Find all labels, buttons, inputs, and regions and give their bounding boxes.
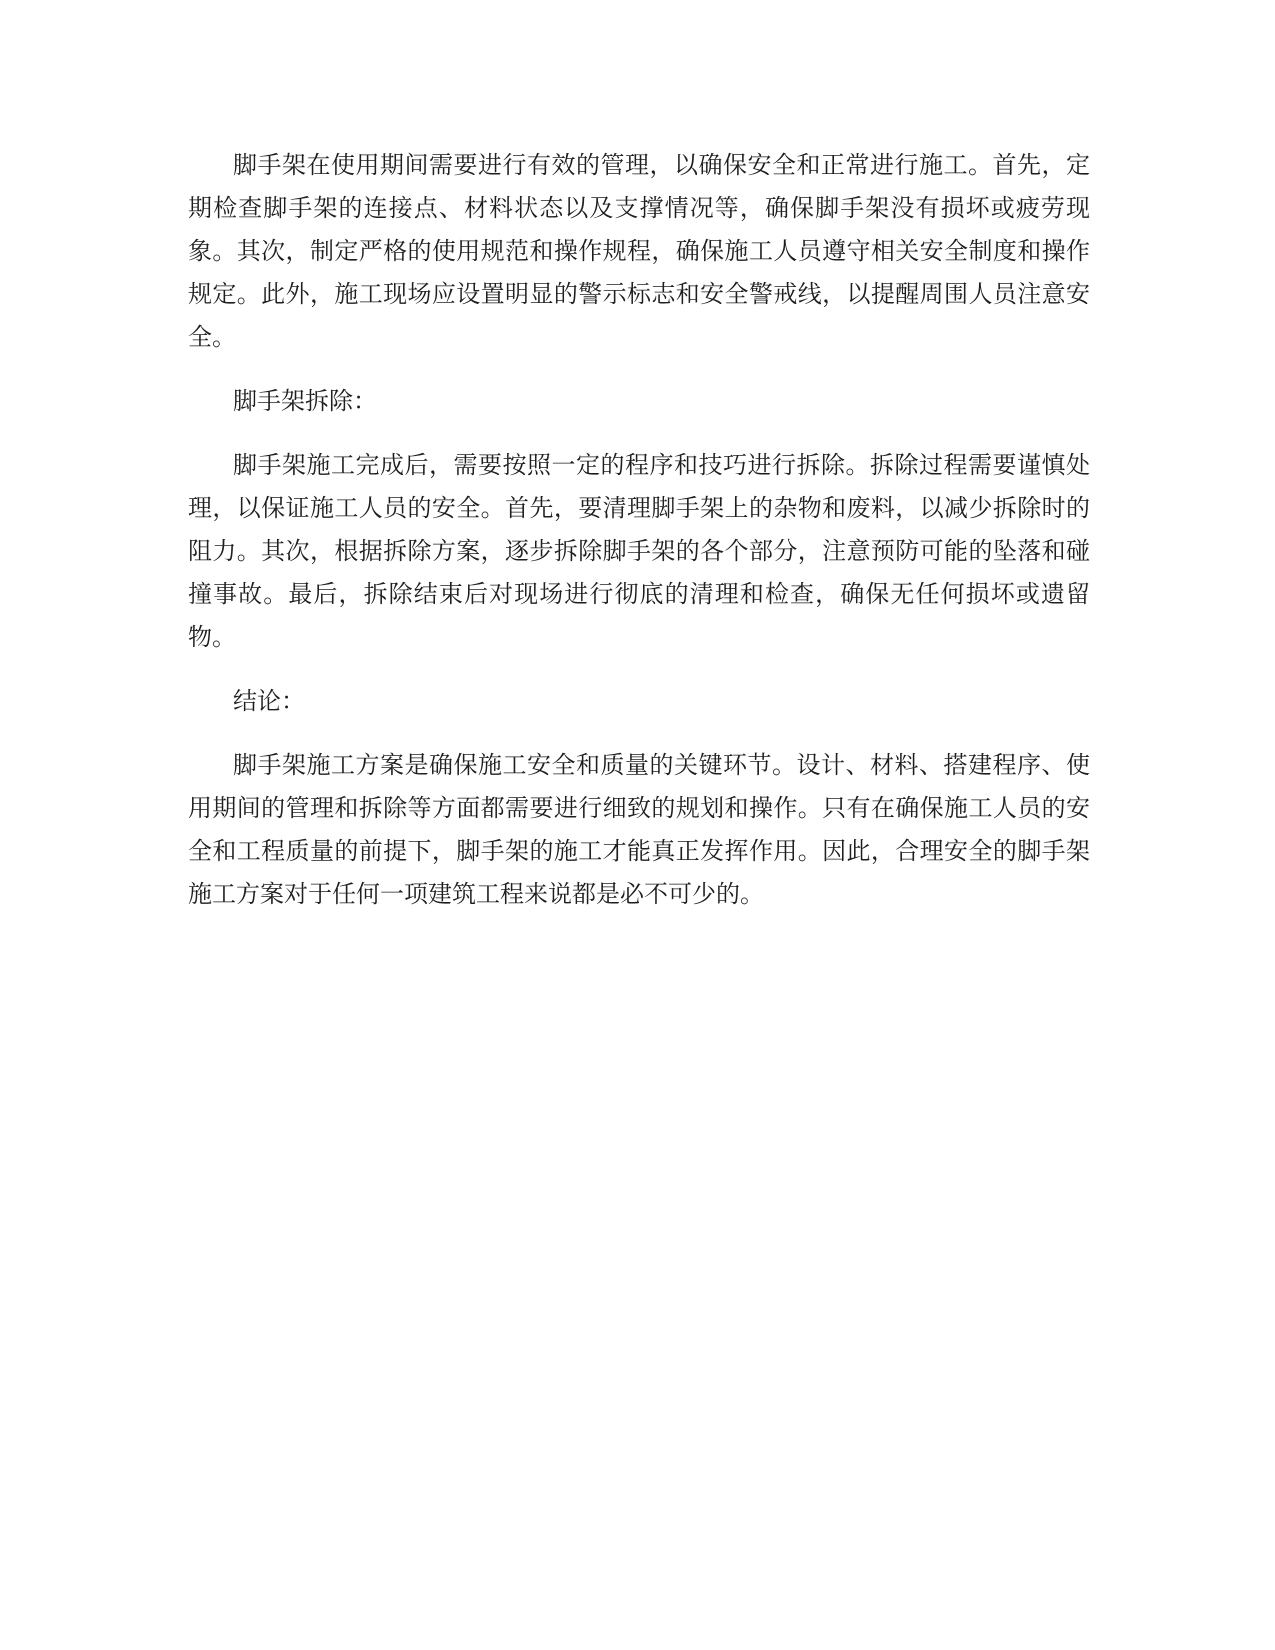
document-body [188, 144, 1090, 937]
section-heading-conclusion: 结论： [233, 687, 305, 715]
section-heading-dismantling: 脚手架拆除： [233, 387, 377, 415]
paragraph-conclusion: 脚手架施工方案是确保施工安全和质量的关键环节。设计、材料、搭建程序、使用期间的管理和拆除等方面都需要进行细致的规划和操作。只有在确保施工人员的安全和工程质量的前提下，脚手架的施工才能真正发挥作用。因此，合理安全的脚手架施工方案对于任何一项建筑工程来说都是必不可少的。 [188, 751, 1090, 908]
paragraph-dismantling: 脚手架施工完成后，需要按照一定的程序和技巧进行拆除。拆除过程需要谨慎处理，以保证施工人员的安全。首先，要清理脚手架上的杂物和废料，以减少拆除时的阻力。其次，根据拆除方案，逐步拆除脚手架的各个部分，注意预防可能的坠落和碰撞事故。最后，拆除结束后对现场进行彻底的清理和检查，确保无任何损坏或遗留物。 [188, 451, 1090, 651]
paragraph-usage-management: 脚手架在使用期间需要进行有效的管理，以确保安全和正常进行施工。首先，定期检查脚手架的连接点、材料状态以及支撑情况等，确保脚手架没有损坏或疲劳现象。其次，制定严格的使用规范和操作规程，确保施工人员遵守相关安全制度和操作规定。此外，施工现场应设置明显的警示标志和安全警戒线，以提醒周围人员注意安全。 [188, 151, 1090, 351]
